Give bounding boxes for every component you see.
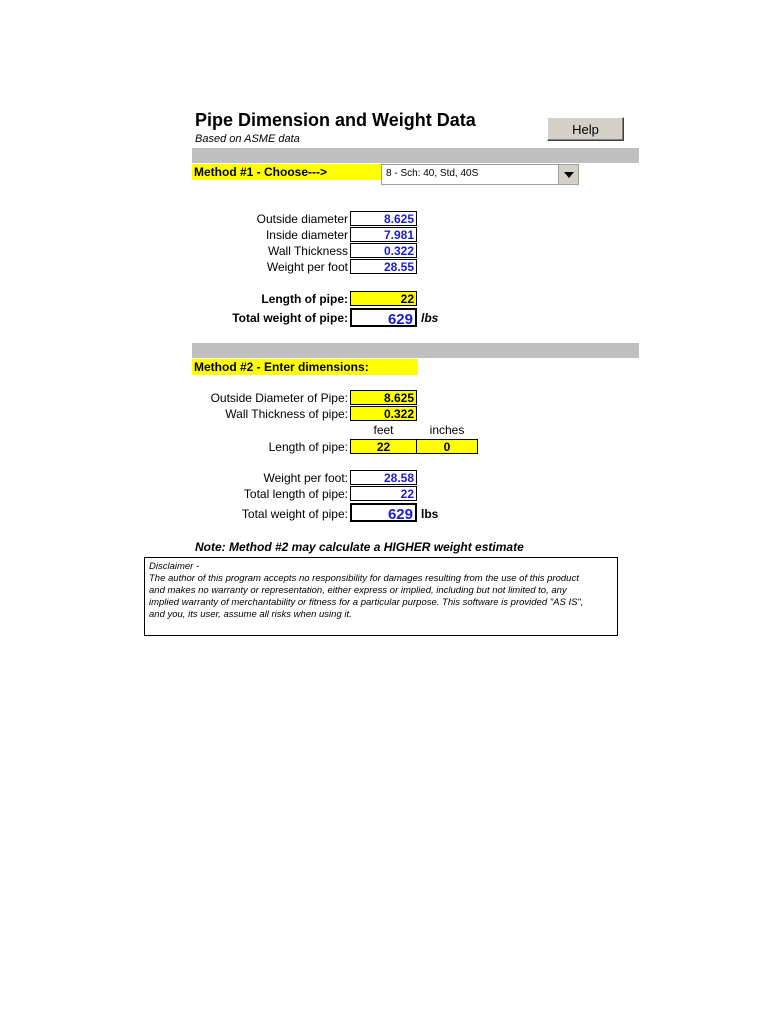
m2-length-feet-input[interactable]: 22 <box>350 439 417 454</box>
od-label: Outside diameter <box>256 212 348 226</box>
wpf-label: Weight per foot <box>266 260 348 274</box>
disclaimer-line: and you, its user, assume all risks when using it. <box>149 609 352 620</box>
m2-total-weight-value: 629 <box>350 503 417 522</box>
wpf-value: 28.55 <box>350 259 417 274</box>
m2-length-label: Length of pipe: <box>268 440 348 454</box>
m2-wpf-label: Weight per foot: <box>263 471 348 485</box>
m1-total-label: Total weight of pipe: <box>232 311 348 325</box>
m2-total-weight-label: Total weight of pipe: <box>241 507 348 521</box>
id-value: 7.981 <box>350 227 417 242</box>
chevron-down-icon[interactable] <box>558 165 578 184</box>
m2-total-length-label: Total length of pipe: <box>243 487 348 501</box>
wall-value: 0.322 <box>350 243 417 258</box>
method1-label: Method #1 - Choose---> <box>192 164 382 180</box>
page-title: Pipe Dimension and Weight Data <box>195 110 476 130</box>
id-label: Inside diameter <box>265 228 348 242</box>
od-value: 8.625 <box>350 211 417 226</box>
m2-total-weight-unit: lbs <box>421 507 439 521</box>
m1-total-value: 629 <box>350 308 417 327</box>
method2-label: Method #2 - Enter dimensions: <box>192 359 418 375</box>
pipe-size-dropdown[interactable] <box>381 164 579 185</box>
feet-header: feet <box>373 423 394 437</box>
m2-od-label: Outside Diameter of Pipe: <box>210 391 348 405</box>
disclaimer-line: and makes no warranty or representation, either express or implied, including but not limited to, any <box>149 585 567 596</box>
m1-length-input[interactable]: 22 <box>350 291 417 306</box>
m2-total-length-value: 22 <box>350 486 417 501</box>
method2-note: Note: Method #2 may calculate a HIGHER weight estimate <box>195 540 524 554</box>
section-divider <box>192 148 639 163</box>
m2-wall-input[interactable]: 0.322 <box>350 406 417 421</box>
m1-length-label: Length of pipe: <box>261 292 348 306</box>
m2-wpf-value: 28.58 <box>350 470 417 485</box>
disclaimer-box <box>144 557 618 636</box>
disclaimer-title: Disclaimer - <box>149 561 200 572</box>
m2-wall-label: Wall Thickness of pipe: <box>225 407 348 421</box>
disclaimer-line: implied warranty of merchantability or fitness for a particular purpose. This software is provided "AS IS", <box>149 597 584 608</box>
section-divider <box>192 343 639 358</box>
wall-label: Wall Thickness <box>267 244 348 258</box>
disclaimer-line: The author of this program accepts no responsibility for damages resulting from the use of this product <box>149 573 579 584</box>
page-subtitle: Based on ASME data <box>195 133 300 145</box>
inches-header: inches <box>429 423 465 437</box>
help-button[interactable]: Help <box>547 117 624 141</box>
m1-total-unit: lbs <box>421 311 439 325</box>
m2-length-inches-input[interactable]: 0 <box>416 439 478 454</box>
pipe-size-selected: 8 - Sch: 40, Std, 40S <box>386 168 479 179</box>
m2-od-input[interactable]: 8.625 <box>350 390 417 405</box>
